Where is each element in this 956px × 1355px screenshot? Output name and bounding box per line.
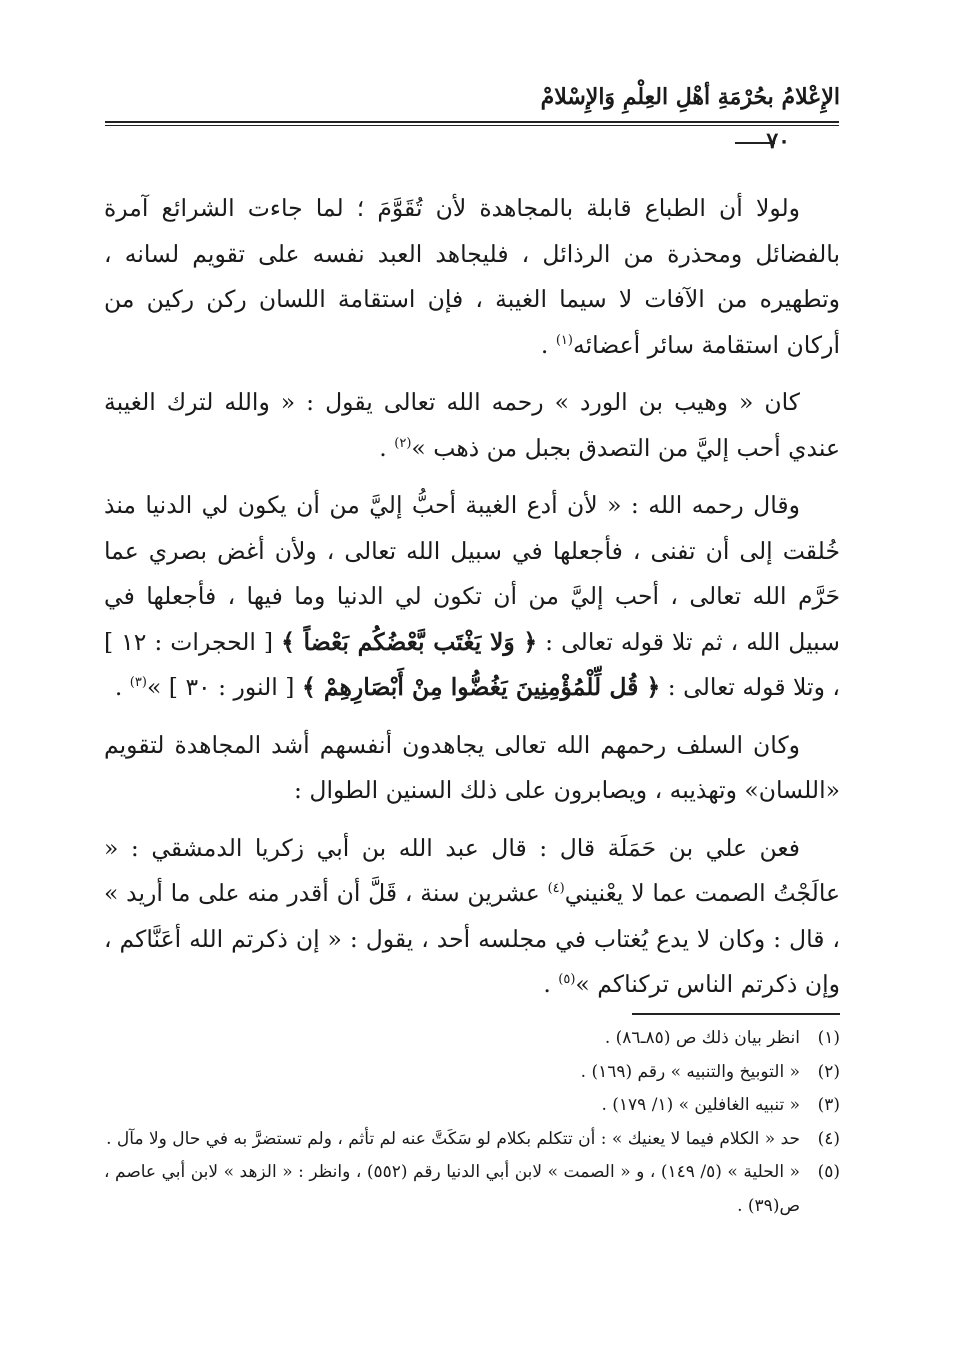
footnote-number: (٢) (817, 1061, 840, 1082)
footnote-text: انظر بيان ذلك ص (٨٥ـ٨٦) . (604, 1028, 800, 1048)
quran-verse-hujurat: ﴿ وَلا يَغْتَب بَّعْضُكُم بَعْضاً ﴾ (281, 627, 538, 656)
header-rule (105, 121, 839, 126)
footnote-text: « تنبيه الغافلين » (١/ ١٧٩) . (601, 1095, 800, 1115)
paragraph-2 (104, 380, 840, 471)
footnote-2 (104, 1056, 840, 1090)
footnote-text: « التوبيخ والتنبيه » رقم (١٦٩) . (580, 1061, 800, 1082)
paragraph-5-text-b: عشرين سنة ، قَلَّ أن أقدر منه على ما أريد » ، قال : وكان لا يدع يُغتاب في مجلسه أحد ، يقول : « إن ذكرتم الله أعَنَّاكم ، وإن ذكرتم الناس تركناكم » (104, 879, 840, 998)
paragraph-5 (104, 826, 840, 1008)
page-number-dash (735, 142, 775, 144)
footnote-3 (104, 1089, 840, 1123)
footnote-separator (632, 1013, 840, 1015)
paragraph-2-text: كان « وهيب بن الورد » رحمه الله تعالى يقول : « والله لترك الغيبة عندي أحب إليَّ من التصدق بجبل من ذهب » (104, 388, 840, 462)
paragraph-1-tail: . (540, 330, 556, 359)
footnote-number: (١) (817, 1028, 840, 1048)
paragraph-3-text-a: وقال رحمه الله : « لأن أدع الغيبة أحبُّ إليَّ من أن يكون لي الدنيا منذ خُلقت إلى أن تفنى ، فأجعلها في سبيل الله تعالى ، ولأن أغض بصري عما حَرَّم الله تعالى ، أحب إليَّ من أن تكون لي الدنيا وما فيها ، فأجعلها في سبيل الله ، ثم تلا قوله تعالى : (104, 491, 840, 656)
footnotes (104, 1022, 840, 1223)
paragraph-1 (104, 186, 840, 368)
footnote-ref-3[interactable]: (٣) (129, 675, 147, 691)
footnote-ref-5[interactable]: (٥) (558, 972, 576, 988)
paragraph-3-text-c: [ النور : ٣٠ ] » (146, 673, 302, 701)
paragraph-2-tail: . (379, 433, 395, 462)
paragraph-5-text-a: فعن علي بن حَمَلَة قال : قال عبد الله بن أبي زكريا الدمشقي : « عالَجْتُ الصمت عما لا يعْنيني (104, 833, 841, 907)
paragraph-5-tail: . (543, 970, 559, 998)
quran-verse-nur: ﴿ قُل لِّلْمُؤْمِنِينَ يَغُضُّوا مِنْ أَبْصَارِهِمْ ﴾ (301, 673, 661, 701)
footnote-ref-1[interactable]: (١) (555, 332, 573, 348)
body-text (104, 186, 840, 1020)
footnote-number: (٥) (817, 1162, 840, 1182)
footnote-5 (104, 1156, 840, 1223)
footnote-text: « الحلية » (٥/ ١٤٩) ، و « الصمت » لابن أبي الدنيا رقم (٥٥٢) ، وانظر : « الزهد » لابن أبي عاصم ، ص(٣٩) . (104, 1162, 801, 1216)
footnote-1 (104, 1022, 840, 1056)
running-header-title: الإِعْلامُ بحُرْمَةِ أهْلِ العِلْمِ وَالإِسْلامْ (540, 84, 840, 110)
page-number: ٧٠ (766, 128, 790, 154)
paragraph-3-text-b: [ الحجرات : ١٢ ] ، وتلا قوله تعالى : (104, 627, 840, 701)
paragraph-1-text: ولولا أن الطباع قابلة بالمجاهدة لأن تُقَوَّمَ ؛ لما جاءت الشرائع آمرة بالفضائل ومحذرة من الرذائل ، فليجاهد العبد نفسه على تقويم لسانه ، وتطهيره من الآفات لا سيما الغيبة ، فإن استقامة اللسان ركن ركين من أركان استقامة سائر أعضائه (104, 194, 840, 359)
page-number-row (735, 128, 845, 158)
footnote-number: (٤) (817, 1128, 840, 1149)
footnote-ref-2[interactable]: (٢) (394, 435, 412, 451)
paragraph-3-tail: . (114, 673, 130, 701)
footnote-number: (٣) (817, 1095, 840, 1115)
footnote-text: حد « الكلام فيما لا يعنيك » : أن تتكلم بكلام لو سَكَتَّ عنه لم تأثم ، ولم تستضرَّ به في حال ولا مآل . (106, 1128, 800, 1149)
footnote-ref-4[interactable]: (٤) (547, 881, 565, 897)
paragraph-3 (104, 483, 840, 711)
footnote-4 (104, 1123, 840, 1157)
paragraph-4-text: وكان السلف رحمهم الله تعالى يجاهدون أنفسهم أشد المجاهدة لتقويم «اللسان» وتهذيبه ، ويصابرون على ذلك السنين الطوال : (104, 730, 840, 804)
paragraph-4 (104, 723, 840, 814)
